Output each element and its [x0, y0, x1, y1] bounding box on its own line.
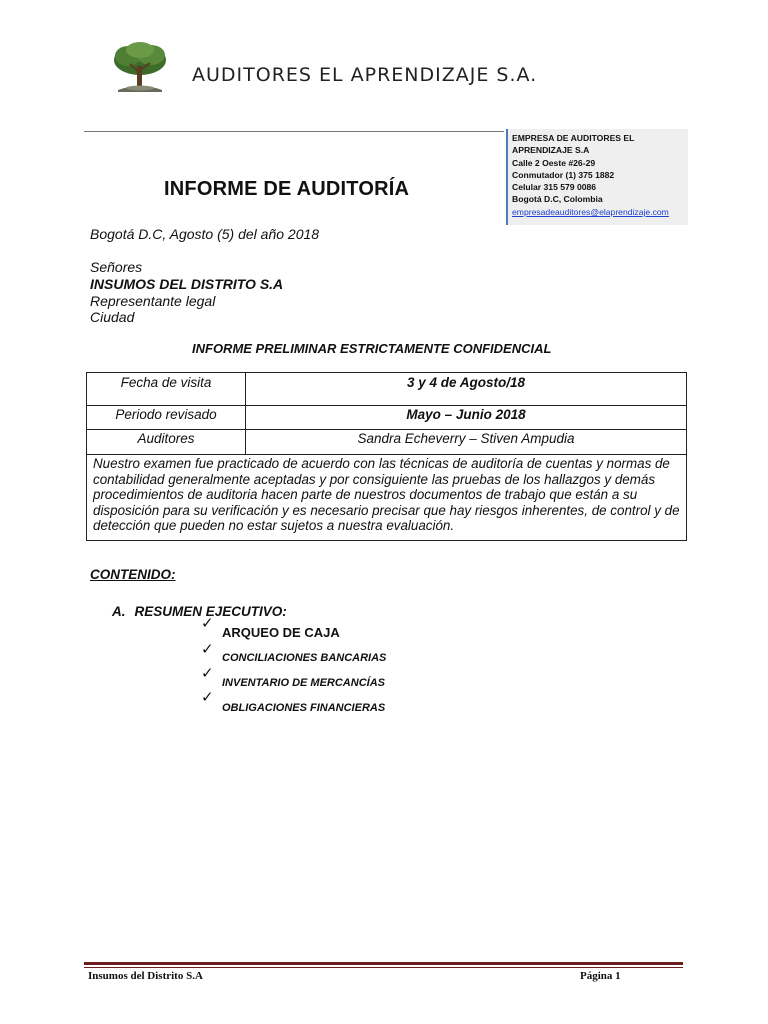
header-divider — [84, 131, 504, 132]
company-title: AUDITORES EL APRENDIZAJE S.A. — [192, 64, 538, 86]
salutation: Señores — [90, 259, 143, 275]
footer-divider — [84, 962, 683, 965]
audit-info-table — [86, 372, 687, 541]
table-label: Periodo revisado — [87, 406, 246, 430]
contact-address: Calle 2 Oeste #26-29 — [512, 157, 596, 168]
report-title: INFORME DE AUDITORÍA — [164, 178, 410, 200]
contact-city: Bogotá D.C, Colombia — [512, 194, 603, 205]
addressee-city: Ciudad — [90, 309, 135, 326]
addressee-role: Representante legal — [90, 292, 216, 309]
tree-logo-icon — [104, 40, 176, 94]
table-value: Mayo – Junio 2018 — [246, 406, 687, 430]
list-item: CONCILIACIONES BANCARIAS — [222, 652, 387, 664]
report-subtitle: INFORME PRELIMINAR ESTRICTAMENTE CONFIDENCIAL — [192, 341, 552, 356]
table-row — [87, 430, 687, 455]
contact-email-link[interactable]: empresadeauditores@elaprendizaje.com — [512, 206, 669, 217]
list-item: INVENTARIO DE MERCANCÍAS — [222, 677, 385, 689]
addressee-block — [90, 259, 283, 326]
addressee-company: INSUMOS DEL DISTRITO S.A — [90, 275, 284, 292]
section-a-title: RESUMEN EJECUTIVO: — [134, 604, 287, 619]
contents-title: CONTENIDO: — [90, 567, 176, 582]
check-icon: ✓ — [201, 688, 214, 706]
list-item: ARQUEO DE CAJA — [222, 625, 340, 640]
table-value: Sandra Echeverry – Stiven Ampudia — [246, 430, 687, 455]
table-row — [87, 455, 687, 541]
place-date: Bogotá D.C, Agosto (5) del año 2018 — [90, 226, 320, 242]
audit-note: Nuestro examen fue practicado de acuerdo con las técnicas de auditoría de cuentas y normas de contabilidad generalmente aceptadas y por consiguiente las pruebas de los hallazgos y demás procedimientos de auditoria hacen parte de nuestros documentos de trabajo que están a su disposición para su verificación y es necesario precisar que hay riesgos inherentes, de control y de detección que pueden no estar sujetos a nuestra evaluación. — [87, 455, 687, 541]
contact-name-line2: APRENDIZAJE S.A — [512, 145, 590, 156]
contact-name-line1: EMPRESA DE AUDITORES EL — [512, 133, 635, 143]
check-icon: ✓ — [201, 614, 214, 632]
table-value: 3 y 4 de Agosto/18 — [246, 373, 687, 406]
list-item: OBLIGACIONES FINANCIERAS — [222, 702, 386, 714]
section-a-heading — [112, 604, 287, 619]
contact-mobile: Celular 315 579 0086 — [512, 182, 597, 193]
footer-divider-thin — [84, 967, 683, 968]
check-icon: ✓ — [201, 640, 214, 658]
table-row — [87, 406, 687, 430]
table-label: Auditores — [87, 430, 246, 455]
check-icon: ✓ — [201, 664, 214, 682]
section-a-number: A. — [112, 604, 126, 619]
contact-phone: Conmutador (1) 375 1882 — [512, 169, 615, 180]
table-row — [87, 373, 687, 406]
footer-company: Insumos del Distrito S.A — [88, 970, 203, 982]
contact-box — [506, 129, 688, 225]
footer-page-number: Página 1 — [580, 970, 621, 982]
table-label: Fecha de visita — [87, 373, 246, 406]
